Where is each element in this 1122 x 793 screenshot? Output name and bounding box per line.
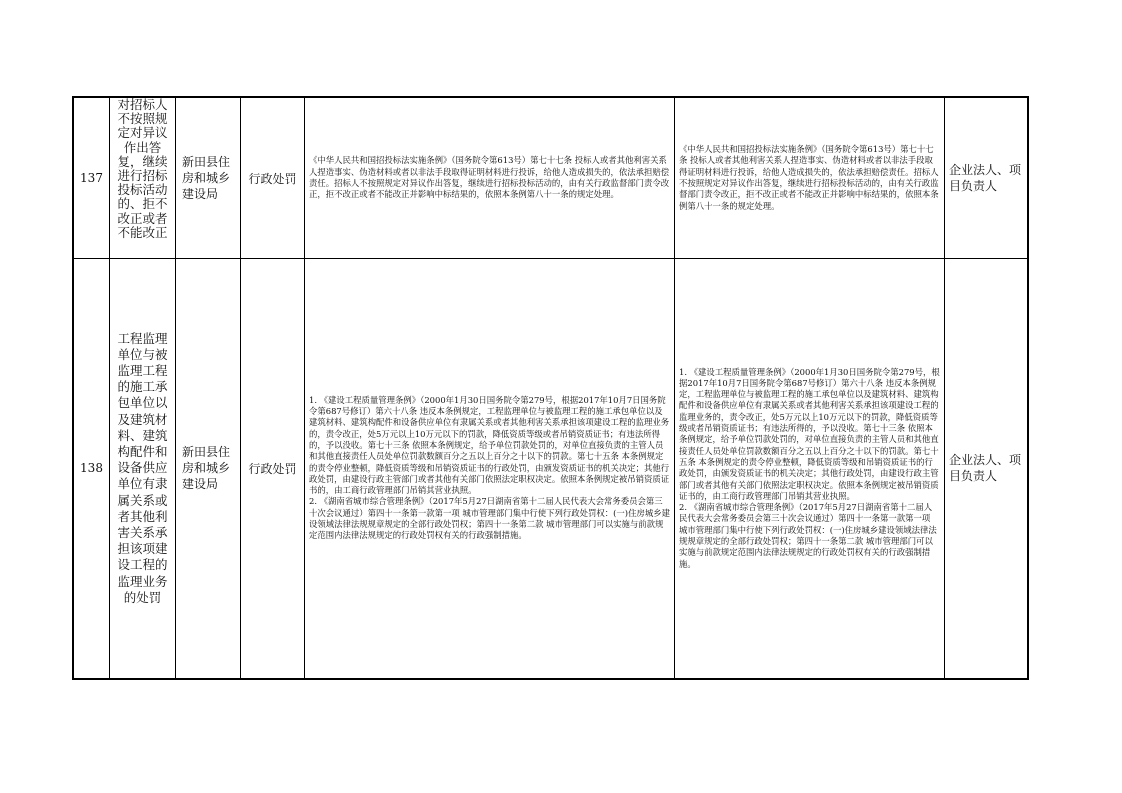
department: 新田县住房和城乡建设局 <box>182 155 231 201</box>
legal-basis-cell <box>305 259 675 679</box>
responsible-subject-cell <box>945 259 1029 679</box>
responsible-subject-cell <box>945 97 1029 259</box>
table-row <box>73 259 1028 679</box>
legal-basis-duplicate <box>675 367 944 570</box>
legal-basis-paragraph-1: 1. 《建设工程质量管理条例》（2000年1月30日国务院令第279号，根据2017年10月7日国务院令第687号修订）第六十八条 违反本条例规定，工程监理单位与被监理工程的施工承包单位以及建筑材料、建筑构配件和设备供应单位有隶属关系或者其他利害关系承担该项建设工程的监理业务的，责令改正，处5万元以上10万元以下的罚款，降低资质等级或者吊销资质证书；有违法所得的，予以没收。第七十三条 依照本条例规定，给予单位罚款处罚的，对单位直接负责的主管人员和其他直接责任人员处单位罚款数额百分之五以上百分之十以下的罚款。第七十五条 本条例规定的责令停业整顿，降低资质等级和吊销资质证书的行政处罚，由颁发资质证书的机关决定；其他行政处罚，由建设行政主管部门或者其他有关部门依照法定职权决定。依照本条例规定被吊销资质证书的，由工商行政管理部门吊销其营业执照。 <box>309 394 670 496</box>
department-cell <box>176 97 241 259</box>
legal-basis-duplicate-paragraph-1: 1. 《建设工程质量管理条例》（2000年1月30日国务院令第279号，根据2017年10月7日国务院令第687号修订）第六十八条 违反本条例规定，工程监理单位与被监理工程的施工承包单位以及建筑材料、建筑构配件和设备供应单位有隶属关系或者其他利害关系承担该项建设工程的监理业务的，责令改正，处5万元以上10万元以下的罚款，降低资质等级或者吊销资质证书；有违法所得的，予以没收。第七十三条 依照本条例规定，给予单位罚款处罚的，对单位直接负责的主管人员和其他直接责任人员处单位罚款数额百分之五以上百分之十以下的罚款。第七十五条 本条例规定的责令停业整顿，降低资质等级和吊销资质证书的行政处罚，由颁发资质证书的机关决定；其他行政处罚，由建设行政主管部门或者其他有关部门依照法定职权决定。依照本条例规定被吊销资质证书的，由工商行政管理部门吊销其营业执照。 <box>679 366 940 501</box>
department: 新田县住房和城乡建设局 <box>182 445 231 492</box>
legal-basis-duplicate-paragraph-2: 2. 《湖南省城市综合管理条例》（2017年5月27日湖南省第十二届人民代表大会常务委员会第三十次会议通过）第四十一条第一款第一项 城市管理部门集中行使下列行政处罚权：(一)住房城乡建设领域法律法规规章规定的全部行政处罚权；第四十一条第二款 城市管理部门可以实施与前款规定范围内法律法规规定的行政处罚权有关的行政强制措施。 <box>679 502 937 569</box>
row-number: 138 <box>73 259 110 679</box>
item-name: 对招标人不按照规定对异议作出答复，继续进行招标投标活动的、拒不改正或者不能改正 <box>117 98 168 240</box>
row-number: 137 <box>73 97 110 259</box>
legal-basis-cell <box>305 97 675 259</box>
legal-basis-duplicate-cell <box>675 259 945 679</box>
department-cell <box>176 259 241 679</box>
table-row <box>73 97 1028 259</box>
legal-basis-duplicate-cell <box>675 97 945 259</box>
penalty-table <box>72 96 1029 680</box>
penalty-type: 行政处罚 <box>241 259 305 679</box>
item-name: 工程监理单位与被监理工程的施工承包单位以及建筑材料、建筑构配件和设备供应单位有隶属关系或者其他利害关系承担该项建设工程的监理业务的处罚 <box>117 330 168 605</box>
item-name-cell <box>110 259 176 679</box>
legal-basis-duplicate: 《中华人民共和国招投标法实施条例》（国务院令第613号）第七十七条 投标人或者其他利害关系人捏造事实、伪造材料或者以非法手段取得证明材料进行投诉，给他人造成损失的，依法承担赔偿责任。招标人不按照规定对异议作出答复，继续进行招标投标活动的，由有关行政监督部门责令改正，拒不改正或者不能改正并影响中标结果的，依照本条例第八十一条的规定处理。 <box>679 144 939 211</box>
penalty-type: 行政处罚 <box>241 97 305 259</box>
item-name-cell <box>110 97 176 259</box>
responsible-subject: 企业法人、项目负责人 <box>949 453 1022 484</box>
responsible-subject: 企业法人、项目负责人 <box>949 163 1022 193</box>
legal-basis: 《中华人民共和国招投标法实施条例》（国务院令第613号）第七十七条 投标人或者其他利害关系人捏造事实、伪造材料或者以非法手段取得证明材料进行投诉，给他人造成损失的，依法承担赔偿责任。招标人不按照规定对异议作出答复，继续进行招标投标活动的，由有关行政监督部门责令改正，拒不改正或者不能改正并影响中标结果的，依照本条例第八十一条的规定处理。 <box>309 155 670 200</box>
legal-basis <box>305 395 674 542</box>
legal-basis-paragraph-2: 2. 《湖南省城市综合管理条例》（2017年5月27日湖南省第十二届人民代表大会常务委员会第三十次会议通过）第四十一条第一款第一项 城市管理部门集中行使下列行政处罚权：(一)住房城乡建设领域法律法规规章规定的全部行政处罚权；第四十一条第二款 城市管理部门可以实施与前款规定范围内法律法规规定的行政处罚权有关的行政强制措施。 <box>309 496 670 541</box>
